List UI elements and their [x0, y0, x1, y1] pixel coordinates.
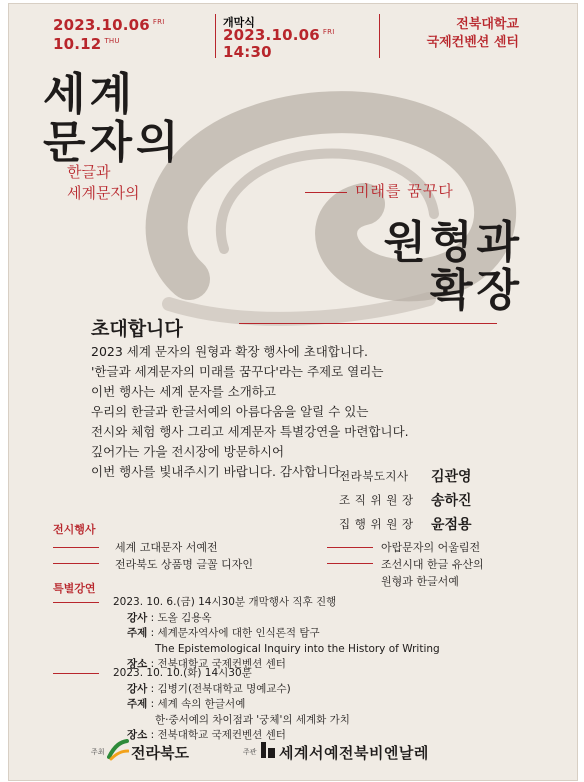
exhibition-right [381, 539, 484, 590]
invitation-heading: 초대합니다 [91, 318, 183, 340]
organizer-name: 세계서예전북비엔날레 [279, 744, 429, 762]
subtitle-left: 한글과 세계문자의 [67, 163, 140, 202]
title-line-2: 문자의 [43, 117, 183, 168]
signatures [339, 464, 472, 536]
header-divider [215, 14, 216, 58]
lectures-heading: 특별강연 [53, 582, 96, 595]
exhibition-left [115, 539, 253, 573]
organizer-label: 주관 [243, 748, 257, 756]
date-range-end: 10.12 $^{THU}$ [53, 35, 120, 53]
host-label: 주최 [91, 748, 105, 756]
list-item: 세계 고대문자 서예전 [115, 541, 218, 554]
venue: 전북대학교 국제컨벤션 센터 [426, 17, 519, 50]
lecture-2: 2023. 10. 10.(화) 14시30분 강사 : 김병기(전북대학교 명예교수) 주제 : 세계 속의 한글서예 한·중서예의 차이점과 '궁체'의 세계화 가치 장소 : 전북대학교 국제컨벤션 센터 [113, 667, 350, 741]
list-item: 전라북도 상품명 글꼴 디자인 [115, 558, 254, 571]
jeollabukdo-logo-icon [107, 739, 129, 761]
subtitle-dash [305, 192, 347, 193]
date-range-start: 2023.10.06 $^{FRI}$ [53, 16, 165, 34]
title-line-4: 확장 [429, 265, 523, 316]
opening-label: 개막식 [223, 16, 255, 29]
poster [8, 3, 578, 781]
header-divider-2 [379, 14, 380, 58]
title-line-3: 원형과 [383, 217, 523, 268]
opening-time: 14:30 [223, 43, 272, 61]
list-item: 원형과 한글서예 [381, 575, 459, 588]
title-line-1: 세계 [43, 69, 137, 120]
biennale-logo-icon [259, 740, 277, 760]
exhibitions-heading: 전시행사 [53, 523, 96, 536]
list-item: 조선시대 한글 유산의 [381, 558, 484, 571]
host-name: 전라북도 [131, 744, 189, 762]
signature-row: 집 행 위 원 장 윤점용 [339, 517, 472, 533]
invitation-paragraph: 2023 세계 문자의 원형과 확장 행사에 초대합니다. '한글과 세계문자의 미래를 꿈꾸다'라는 주제로 열리는 이번 행사는 세계 문자를 소개하고 우리의 한글과 한글서예의 아름다움을 알릴 수 있는 전시와 체험 행사 그리고 세계문자 특별강연을 마련합니다. 깊어가는 가을 전시장에 방문하시어 이번 행사를 빛내주시기 바랍니다. 감사합니다. [91, 344, 409, 479]
signature-row: 전라북도지사 김관영 [339, 469, 472, 485]
lecture-1: 2023. 10. 6.(금) 14시30분 개막행사 직후 진행 강사 : 도올 김용옥 주제 : 세계문자역사에 대한 인식론적 탐구 The Epistemological Inquiry into the History of Writing 장소 : 전북대학교 국제컨벤션 센터 [113, 596, 440, 670]
signature-row: 조 직 위 원 장 송하진 [339, 493, 472, 509]
opening-date: 2023.10.06 $^{FRI}$ [223, 26, 335, 44]
subtitle-right: 미래를 꿈꾸다 [355, 182, 454, 200]
list-item: 아랍문자의 어울림전 [381, 541, 481, 554]
invitation-rule [239, 323, 497, 324]
